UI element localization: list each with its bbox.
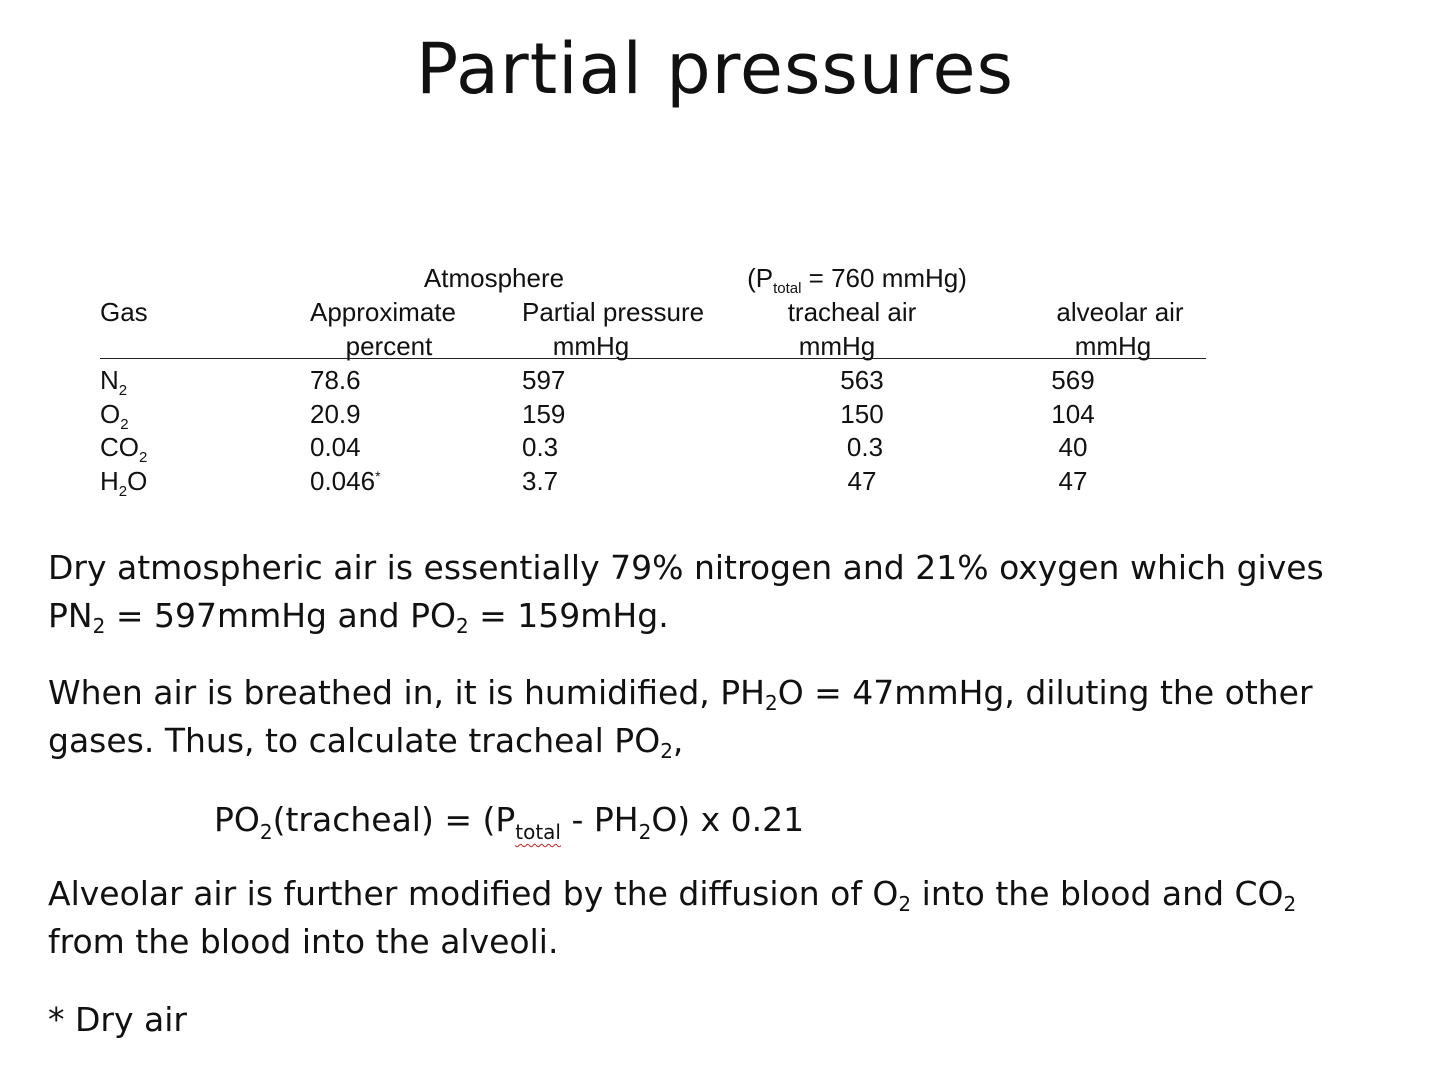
- table-row-partial: 597: [522, 365, 566, 395]
- table-row-tracheal: 0.3: [846, 432, 884, 462]
- column-header-gas: Gas: [100, 297, 148, 327]
- column-unit-tracheal: mmHg: [798, 331, 876, 361]
- table-row-tracheal: 150: [840, 399, 884, 429]
- column-header-alveolar: alveolar air: [1056, 297, 1184, 327]
- spellcheck-squiggle: total: [515, 820, 561, 844]
- atmosphere-group-header: Atmosphere: [423, 263, 565, 293]
- table-row-percent: 20.9: [310, 399, 361, 429]
- table-row-gas: $N_2$: [100, 365, 128, 399]
- table-row-gas: $H_2O$: [100, 466, 148, 500]
- table-row-percent: 0.04: [310, 432, 361, 462]
- column-unit-alveolar: mmHg: [1074, 331, 1152, 361]
- table-row-tracheal: 47: [847, 466, 877, 496]
- column-header-partial-pressure: Partial pressure: [522, 297, 705, 327]
- table-row-gas: $CO_2$: [100, 432, 148, 466]
- ptotal-group-header: ($P_{total} = 760$ mmHg): [747, 263, 967, 297]
- column-unit-percent: percent: [345, 331, 433, 361]
- table-row-tracheal: 563: [840, 365, 884, 395]
- table-row-alveolar: 569: [1051, 365, 1095, 395]
- column-header-percent: Approximate: [310, 297, 456, 327]
- paragraph-alveolar: Alveolar air is further modified by the diffusion of $O_2$ into the blood and $CO_2$ from the blood into the alveoli.: [48, 874, 1297, 961]
- paragraph-dry-air: Dry atmospheric air is essentially 79% nitrogen and 21% oxygen which gives $PN_2$ = 597mmHg and $PO_2 = 159mHg$.: [48, 548, 1324, 638]
- table-row-percent: 0.046*: [310, 466, 381, 496]
- paragraph-humidified: When air is breathed in, it is humidified, $PH_2O$ = 47mmHg, diluting the other gases. Thus, to calculate tracheal $PO_2$,: [48, 673, 1313, 763]
- gas-partial-pressure-table: [0, 0, 1440, 520]
- table-row-partial: 3.7: [522, 466, 559, 496]
- column-unit-partial-pressure: mmHg: [552, 331, 630, 361]
- table-row-alveolar: 104: [1051, 399, 1095, 429]
- table-row-gas: $O_2$: [100, 399, 129, 433]
- footnote: * Dry air: [48, 1000, 187, 1039]
- table-row-percent: 78.6: [310, 365, 361, 395]
- page-title: Partial pressures: [415, 28, 1015, 110]
- header-underline: [100, 358, 1206, 359]
- table-row-partial: 159: [522, 399, 566, 429]
- column-header-tracheal: tracheal air: [787, 297, 917, 327]
- table-row-alveolar: 40: [1058, 432, 1088, 462]
- table-row-alveolar: 47: [1058, 466, 1088, 496]
- tracheal-po2-formula: $PO_2(tracheal) = (P_{total} - PH_2O)$ x 0.21: [214, 800, 805, 844]
- table-row-partial: 0.3: [522, 432, 559, 462]
